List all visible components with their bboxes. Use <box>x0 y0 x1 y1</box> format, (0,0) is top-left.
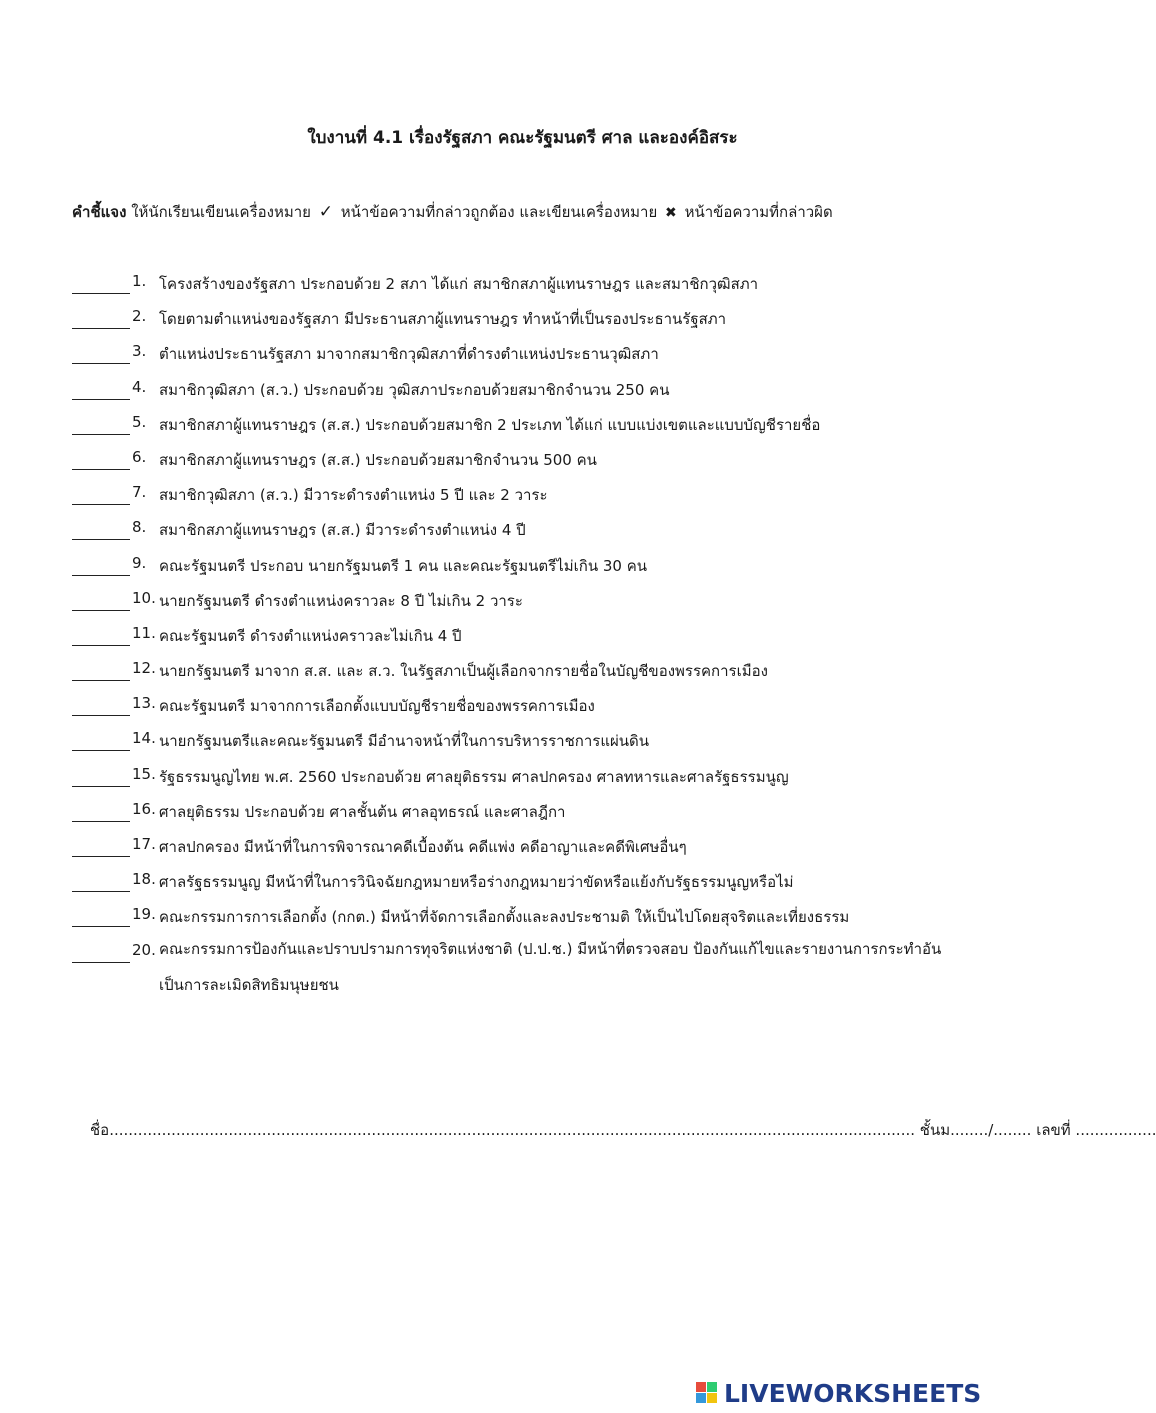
question-number: 14. <box>132 729 156 748</box>
question-text: คณะรัฐมนตรี ประกอบ นายกรัฐมนตรี 1 คน และคณะรัฐมนตรีไม่เกิน 30 คน <box>159 556 648 575</box>
question-text: นายกรัฐมนตรี มาจาก ส.ส. และ ส.ว. ในรัฐสภาเป็นผู้เลือกจากรายชื่อในบัญชีของพรรคการเมือง <box>159 662 768 681</box>
question-item <box>72 481 972 516</box>
student-info-line: ชื่อ......................................................................................................................................................................... ชั้นม......../........ เลขที่ ................. <box>90 1121 1156 1139</box>
instructions-part3: หน้าข้อความที่กล่าวผิด <box>684 203 833 221</box>
answer-blank[interactable] <box>72 768 130 787</box>
question-number: 11. <box>132 623 156 642</box>
question-item <box>72 340 972 375</box>
question-item <box>72 868 972 903</box>
question-text: สมาชิกสภาผู้แทนราษฎร (ส.ส.) ประกอบด้วยสมาชิก 2 ประเภท ได้แก่ แบบแบ่งเขตและแบบบัญชีรายชื่อ <box>159 415 821 434</box>
answer-blank[interactable] <box>72 697 130 716</box>
question-text: คณะกรรมการป้องกันและปราบปรามการทุจริตแห่งชาติ (ป.ป.ช.) มีหน้าที่ตรวจสอบ ป้องกันแก้ไขและรายงานการกระทำอันเป็นการละเมิดสิทธิมนุษยชน <box>159 939 942 994</box>
question-item <box>72 798 972 833</box>
answer-blank[interactable] <box>72 908 130 927</box>
question-text: ศาลยุติธรรม ประกอบด้วย ศาลชั้นต้น ศาลอุทธรณ์ และศาลฎีกา <box>159 802 566 821</box>
question-item <box>72 692 972 727</box>
instructions-part1: ให้นักเรียนเขียนเครื่องหมาย <box>131 203 311 221</box>
question-number: 16. <box>132 799 156 818</box>
question-number: 13. <box>132 694 156 713</box>
question-text: รัฐธรรมนูญไทย พ.ศ. 2560 ประกอบด้วย ศาลยุติธรรม ศาลปกครอง ศาลทหารและศาลรัฐธรรมนูญ <box>159 767 789 786</box>
question-item <box>72 833 972 868</box>
question-text: สมาชิกสภาผู้แทนราษฎร (ส.ส.) ประกอบด้วยสมาชิกจำนวน 500 คน <box>159 450 597 469</box>
question-text: ศาลปกครอง มีหน้าที่ในการพิจารณาคดีเบื้องต้น คดีแพ่ง คดีอาญาและคดีพิเศษอื่นๆ <box>159 838 687 856</box>
question-text: ตำแหน่งประธานรัฐสภา มาจากสมาชิกวุฒิสภาที่ดำรงตำแหน่งประธานวุฒิสภา <box>159 345 659 364</box>
question-text: โครงสร้างของรัฐสภา ประกอบด้วย 2 สภา ได้แก่ สมาชิกสภาผู้แทนราษฎร และสมาชิกวุฒิสภา <box>159 275 759 293</box>
instructions-lead: คำชี้แจง <box>72 203 127 221</box>
question-text: คณะรัฐมนตรี ดำรงตำแหน่งคราวละไม่เกิน 4 ปี <box>159 626 462 645</box>
answer-blank[interactable] <box>72 557 130 576</box>
answer-blank[interactable] <box>72 521 130 540</box>
answer-blank[interactable] <box>72 486 130 505</box>
question-item <box>72 552 972 587</box>
question-number: 2. <box>132 307 147 326</box>
question-number: 6. <box>132 447 147 466</box>
answer-blank[interactable] <box>72 275 130 294</box>
question-number: 20. <box>132 940 156 959</box>
answer-blank[interactable] <box>72 381 130 400</box>
answer-blank[interactable] <box>72 838 130 857</box>
instructions-part2: หน้าข้อความที่กล่าวถูกต้อง และเขียนเครื่องหมาย <box>340 203 658 221</box>
answer-blank[interactable] <box>72 627 130 646</box>
question-item <box>72 446 972 481</box>
question-item <box>72 939 972 994</box>
answer-blank[interactable] <box>72 310 130 329</box>
answer-blank[interactable] <box>72 873 130 892</box>
question-item <box>72 727 972 762</box>
question-text: สมาชิกสภาผู้แทนราษฎร (ส.ส.) มีวาระดำรงตำแหน่ง 4 ปี <box>159 521 526 540</box>
question-item <box>72 411 972 446</box>
answer-blank[interactable] <box>72 451 130 470</box>
question-text: ศาลรัฐธรรมนูญ มีหน้าที่ในการวินิจฉัยกฎหมายหรือร่างกฎหมายว่าขัดหรือแย้งกับรัฐธรรมนูญหรือไม่ <box>159 873 794 892</box>
liveworksheets-logo <box>696 1378 981 1408</box>
question-text: นายกรัฐมนตรีและคณะรัฐมนตรี มีอำนาจหน้าที่ในการบริหารราชการแผ่นดิน <box>159 732 650 751</box>
question-list <box>72 270 972 994</box>
question-text: คณะรัฐมนตรี มาจากการเลือกตั้งแบบบัญชีรายชื่อของพรรคการเมือง <box>159 697 595 716</box>
answer-blank[interactable] <box>72 345 130 364</box>
question-number: 12. <box>132 659 156 678</box>
question-item <box>72 516 972 551</box>
brand-name: LIVEWORKSHEETS <box>724 1378 982 1408</box>
question-item <box>72 270 972 305</box>
cross-mark-icon: ✖ <box>665 205 677 221</box>
answer-blank[interactable] <box>72 416 130 435</box>
question-number: 8. <box>132 518 147 537</box>
instructions <box>72 200 952 224</box>
answer-blank[interactable] <box>72 592 130 611</box>
question-number: 3. <box>132 342 147 361</box>
answer-blank[interactable] <box>72 803 130 822</box>
question-item <box>72 763 972 798</box>
question-number: 19. <box>132 905 156 924</box>
question-text: สมาชิกวุฒิสภา (ส.ว.) ประกอบด้วย วุฒิสภาประกอบด้วยสมาชิกจำนวน 250 คน <box>159 380 670 399</box>
question-number: 4. <box>132 377 147 396</box>
logo-cube-icon <box>696 1382 718 1404</box>
question-item <box>72 587 972 622</box>
worksheet-title: ใบงานที่ 4.1 เรื่องรัฐสภา คณะรัฐมนตรี ศาล และองค์อิสระ <box>307 128 738 148</box>
question-number: 1. <box>132 272 147 290</box>
check-mark-icon: ✓ <box>318 202 333 222</box>
question-number: 9. <box>132 553 147 572</box>
question-number: 17. <box>132 835 156 853</box>
question-item <box>72 622 972 657</box>
question-text: สมาชิกวุฒิสภา (ส.ว.) มีวาระดำรงตำแหน่ง 5 ปี และ 2 วาระ <box>159 486 548 505</box>
question-item <box>72 305 972 340</box>
question-text: คณะกรรมการการเลือกตั้ง (กกต.) มีหน้าที่จัดการเลือกตั้งและลงประชามติ ให้เป็นไปโดยสุจริตและเที่ยงธรรม <box>159 908 850 927</box>
question-number: 18. <box>132 870 156 889</box>
answer-blank[interactable] <box>72 944 130 963</box>
answer-blank[interactable] <box>72 732 130 751</box>
question-number: 15. <box>132 764 156 783</box>
question-text: โดยตามตำแหน่งของรัฐสภา มีประธานสภาผู้แทนราษฎร ทำหน้าที่เป็นรองประธานรัฐสภา <box>159 310 727 329</box>
question-text: นายกรัฐมนตรี ดำรงตำแหน่งคราวละ 8 ปี ไม่เกิน 2 วาระ <box>159 591 523 610</box>
question-item <box>72 657 972 692</box>
question-number: 10. <box>132 588 156 607</box>
question-number: 5. <box>132 412 147 431</box>
question-number: 7. <box>132 483 147 502</box>
question-item <box>72 376 972 411</box>
answer-blank[interactable] <box>72 662 130 681</box>
